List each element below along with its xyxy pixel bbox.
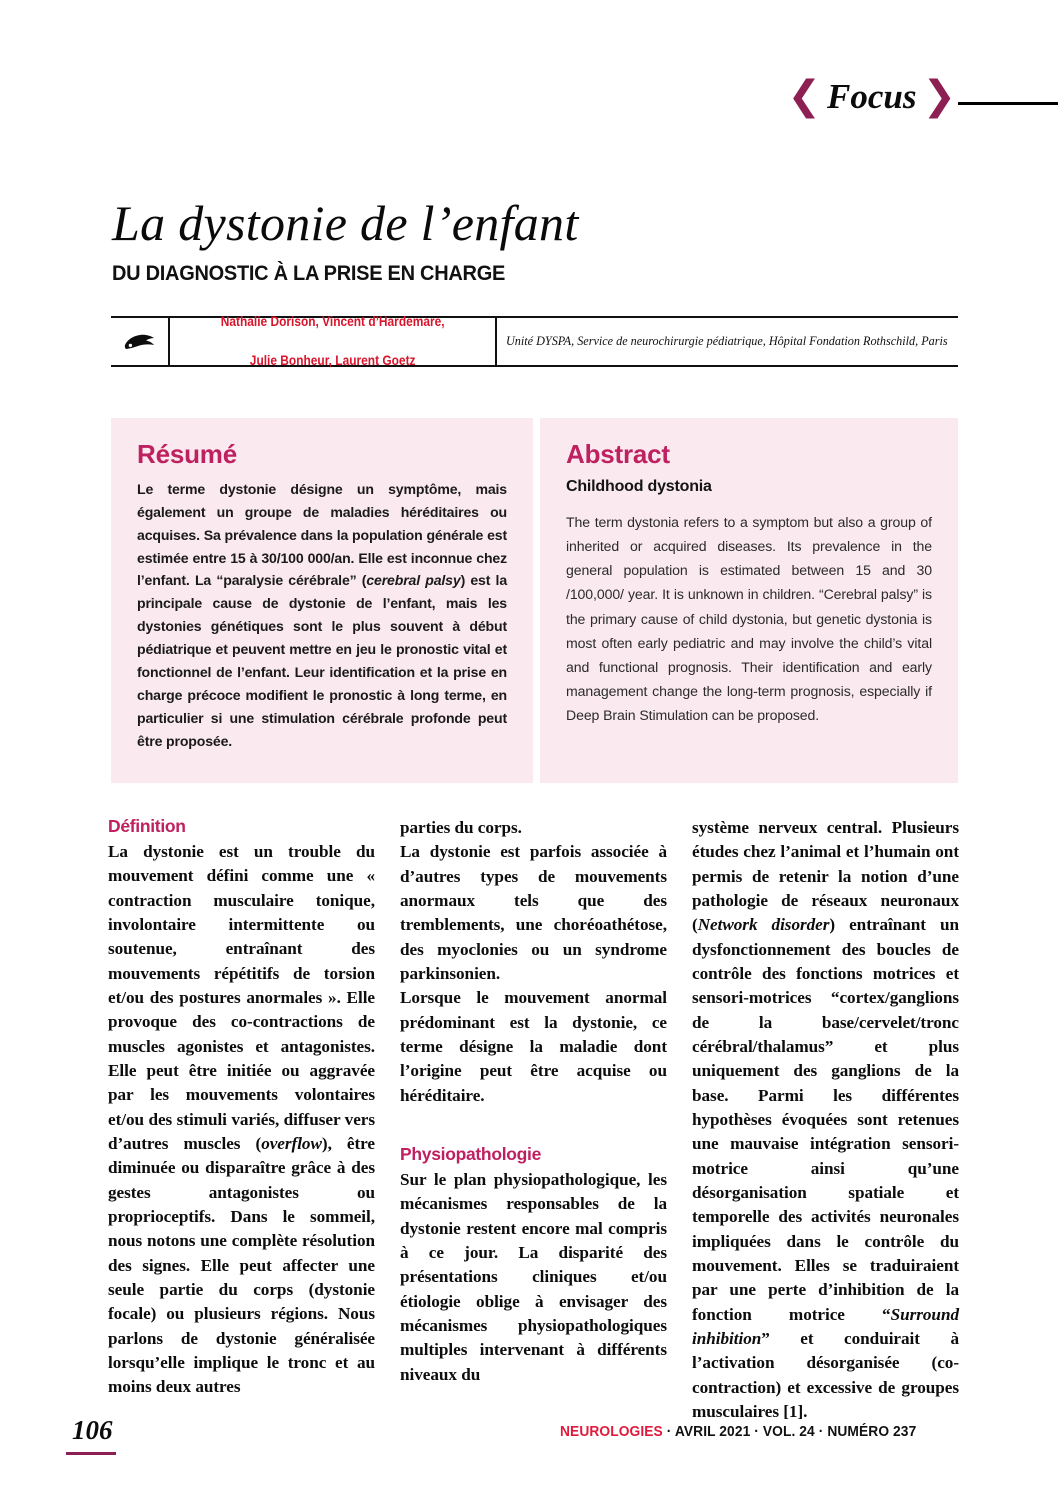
resume-text-italic: cerebral palsy bbox=[366, 572, 461, 589]
paragraph-physio-start: Sur le plan physiopathologique, les mécanismes responsables de la dystonie restent encore mal compris à ce jour. La disparité des présentations cliniques et/ou étiologie oblige à envisager des mécanismes physiopathologiques multiples intervenant à différents niveaux du bbox=[400, 1169, 667, 1384]
footer-meta bbox=[560, 1424, 916, 1440]
col3-text-2: ) entraînant un dysfonctionnement des boucles de contrôle des fonctions motrices et sensori-motrices “cortex/ganglions de la base/cervelet/tronc cérébral/thalamus” et plus uniquement des ganglions de la base. Parmi les différentes hypothèses évoquées sont retenues une mauvaise intégration sensori-motrice ainsi qu’une désorganisation spatiale et temporelle des activités neuronales impliquées dans le contrôle du mouvement. Elles se traduiraient par une perte d’inhibition de la fonction motrice “ bbox=[692, 915, 960, 1324]
section-heading-definition: Définition bbox=[108, 816, 186, 836]
abstract-subheading: Childhood dystonia bbox=[566, 477, 712, 495]
col1-text-italic: overflow bbox=[261, 1133, 322, 1153]
byline-affiliation-text: Unité DYSPA, Service de neurochirurgie pédiatrique, Hôpital Fondation Rothschild, Paris bbox=[506, 334, 948, 349]
body-column-3 bbox=[692, 816, 959, 1424]
footer-issue-info: · AVRIL 2021 · VOL. 24 · NUMÉRO 237 bbox=[662, 1424, 917, 1440]
footer-rule bbox=[66, 1452, 116, 1455]
footer-page-number: 106 bbox=[72, 1415, 113, 1445]
col3-text-3: ” et conduirait à l’activation désorganisée (co-contraction) et excessive de groupes musculaires [1]. bbox=[692, 1328, 959, 1421]
chevron-left-icon: ❮ bbox=[787, 73, 822, 119]
paragraph-definition bbox=[108, 840, 375, 1400]
resume-text-1: Le terme dystonie désigne un symptôme, mais également un groupe de maladies héréditaires ou acquises. Sa prévalence dans la population générale est estimée entre 15 à 30/100 000/an. Elle est inconnue chez l’enfant. La “paralysie cérébrale” ( bbox=[137, 480, 507, 589]
focus-label: Focus bbox=[827, 76, 917, 116]
body-column-1 bbox=[108, 816, 375, 1424]
abstract-box bbox=[540, 418, 958, 783]
bird-pen-icon bbox=[111, 318, 170, 365]
focus-rule bbox=[958, 102, 1058, 105]
byline-authors bbox=[170, 314, 497, 369]
section-heading-physiopathologie: Physiopathologie bbox=[400, 1143, 542, 1164]
col3-text-italic-2: Surround inhibition bbox=[692, 1304, 959, 1348]
abstract-body: The term dystonia refers to a symptom but also a group of inherited or acquired diseases. Its prevalence in the general population is estimated between 15 and 30 /100,000/ year. It is unknown in children. “Cerebral palsy” is the primary cause of child dystonia, but genetic dystonia is most often early pediatric and may involve the child’s vital and functional prognosis. Their identification and early management change the long-term prognosis, especially if Deep Brain Stimulation can be proposed. bbox=[566, 513, 932, 724]
body-column-2 bbox=[400, 816, 667, 1424]
paragraph-associated-movements: La dystonie est parfois associée à d’autres types de mouvements anormaux tels que des tremblements, une choréoathétose, des myoclonies ou un syndrome parkinsonien. bbox=[400, 842, 667, 983]
byline bbox=[111, 316, 958, 367]
focus-header bbox=[788, 72, 1058, 120]
abstract-heading: Abstract bbox=[566, 439, 670, 469]
page-subtitle: DU DIAGNOSTIC À LA PRISE EN CHARGE bbox=[112, 260, 506, 285]
paragraph-dystonia-disease: Lorsque le mouvement anormal prédominant est la dystonie, ce terme désigne la maladie dont l’origine peut être acquise ou héréditaire. bbox=[400, 988, 667, 1105]
col1-text-2: ), être diminuée ou disparaître grâce à des gestes antagonistes ou proprioceptifs. Dans le sommeil, nous notons une complète résolution des signes. Elle peut affecter une seule partie du corps (dystonie focale) ou plusieurs régions. Nous parlons de dystonie généralisée lorsqu’elle implique le tronc et au moins deux autres bbox=[108, 1133, 375, 1397]
col3-text-1: système nerveux central. Plusieurs études chez l’animal et l’humain ont permis de retenir la notion d’une pathologie de réseaux neuronaux ( bbox=[692, 818, 959, 935]
byline-authors-line1: Nathalie Dorison, Vincent d’Hardemare, bbox=[220, 314, 445, 330]
paragraph-col2-continuation: parties du corps. bbox=[400, 818, 522, 837]
footer-journal-name: NEUROLOGIES bbox=[560, 1424, 663, 1440]
body-columns bbox=[108, 816, 960, 1424]
resume-box bbox=[111, 418, 533, 783]
resume-body bbox=[137, 478, 507, 754]
byline-authors-line2: Julie Bonheur, Laurent Goetz bbox=[249, 353, 416, 369]
chevron-right-icon: ❯ bbox=[922, 73, 956, 119]
abstract-row bbox=[111, 418, 958, 783]
col1-text-1: La dystonie est un trouble du mouvement défini comme une « contraction musculaire tonique, involontaire intermittente ou soutenue, entraînant des mouvements répétitifs de torsion et/ou des postures anormales ». Elle provoque des co-contractions de muscles agonistes et antagonistes. Elle peut être initiée ou aggravée par les mouvements volontaires et/ou des stimuli variés, diffuser vers d’autres muscles ( bbox=[108, 842, 375, 1153]
resume-heading: Résumé bbox=[137, 439, 237, 469]
page-title: La dystonie de l’enfant bbox=[112, 194, 579, 251]
resume-text-2: ) est la principale cause de dystonie de l’enfant, mais les dystonies génétiques sont le plus souvent à début pédiatrique et peuvent mettre en jeu le pronostic vital et fonctionnel de l’enfant. Leur identification et la prise en charge précoce modifient le pronostic à long terme, en particulier si une stimulation cérébrale profonde peut être proposée. bbox=[137, 572, 508, 750]
paragraph-physio-continuation bbox=[692, 816, 959, 1424]
byline-affiliation bbox=[497, 318, 958, 365]
col3-text-italic-1: Network disorder bbox=[697, 915, 830, 935]
